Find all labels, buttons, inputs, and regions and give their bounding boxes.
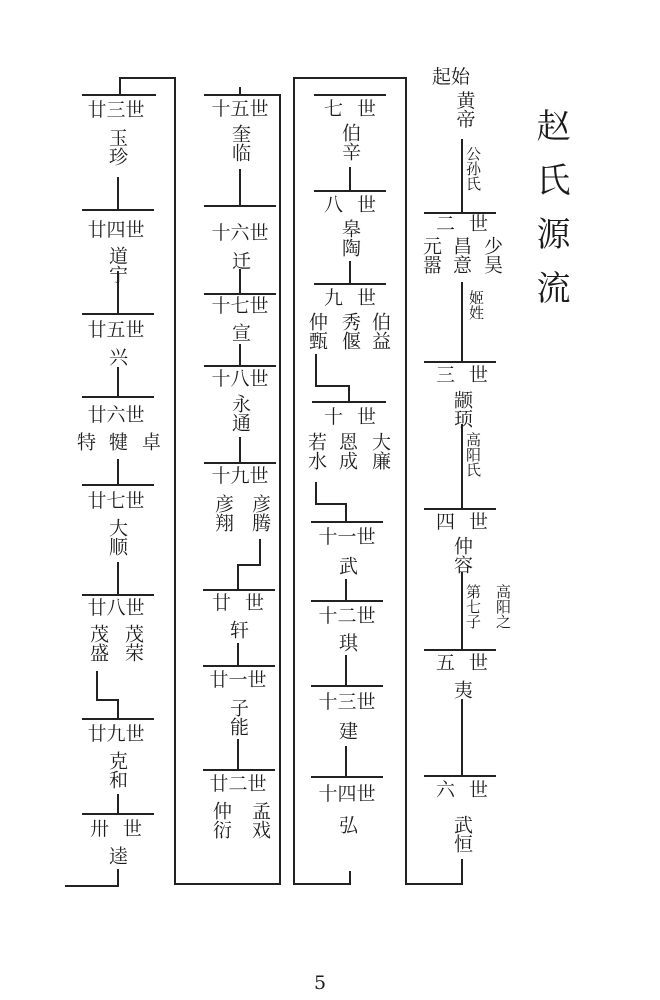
generation-29-label: 廿九世	[87, 723, 145, 745]
gen-28-name-maosheng: 茂盛	[87, 624, 109, 662]
generation-16-label: 十六世	[211, 222, 269, 244]
annotation-gaoyang: 高阳氏	[464, 432, 482, 477]
gen-10-name-encheng: 恩成	[336, 432, 358, 470]
generation-2-label: 二世	[435, 213, 503, 235]
gen-21-name: 子能	[227, 698, 249, 736]
generation-9-label: 九世	[323, 287, 391, 309]
generation-5-label: 五世	[435, 652, 503, 674]
gen-26-name-jian: 犍	[106, 432, 128, 451]
generation-28-label: 廿八世	[87, 597, 145, 619]
generation-23-label: 廿三世	[87, 99, 145, 121]
gen-26-name-zhuo: 卓	[139, 432, 161, 451]
gen-22-name-mengxi: 孟戏	[249, 801, 271, 839]
origin-name: 黄帝	[456, 90, 476, 131]
annotation-gongsun: 公孙氏	[464, 146, 482, 191]
generation-12-label: 十二世	[318, 605, 376, 627]
origin-label: 起始	[432, 66, 471, 88]
generation-30-label: 卅世	[89, 818, 157, 840]
annotation-ji-surname: 姬姓	[467, 290, 485, 320]
gen-8-name: 皋陶	[339, 219, 361, 257]
generation-4-label: 四世	[435, 511, 503, 533]
generation-25-label: 廿五世	[87, 319, 145, 341]
gen-25-name: 兴	[106, 347, 128, 366]
gen-27-name: 大顺	[106, 518, 128, 556]
gen-12-name: 琪	[336, 633, 358, 652]
gen-2-name-shaohao: 少昊	[481, 236, 503, 274]
gen-10-name-dalian: 大廉	[369, 432, 391, 470]
generation-3-label: 三世	[435, 364, 503, 386]
annotation-gaoyang-zhi: 高阳之	[494, 584, 512, 629]
gen-3-name: 颛顼	[451, 390, 473, 428]
gen-5-name: 夷	[451, 680, 473, 699]
generation-14-label: 十四世	[318, 783, 376, 805]
gen-26-name-te: 特	[74, 432, 96, 451]
gen-30-name: 逵	[106, 846, 128, 865]
gen-16-name: 迁	[229, 251, 251, 270]
generation-19-label: 十九世	[211, 465, 269, 487]
gen-11-name: 武	[336, 556, 358, 575]
generation-7-label: 七世	[323, 98, 391, 120]
gen-14-name: 弘	[336, 815, 358, 834]
generation-24-label: 廿四世	[87, 219, 145, 241]
gen-9-name-zhongzhen: 仲甄	[306, 312, 328, 350]
gen-10-name-ruoshui: 若水	[305, 432, 327, 470]
gen-22-name-zhongyan: 仲衍	[210, 801, 232, 839]
generation-27-label: 廿七世	[87, 490, 145, 512]
gen-20-name: 轩	[227, 620, 249, 639]
gen-2-name-yuanxiao: 元嚣	[420, 236, 442, 274]
gen-29-name: 克和	[106, 751, 128, 789]
generation-26-label: 廿六世	[87, 404, 145, 426]
generation-15-label: 十五世	[211, 98, 269, 120]
generation-13-label: 十三世	[318, 691, 376, 713]
generation-20-label: 廿世	[211, 592, 279, 614]
generation-21-label: 廿一世	[209, 669, 267, 691]
gen-17-name: 宣	[229, 323, 251, 342]
gen-19-name-yanteng: 彦腾	[249, 494, 271, 532]
gen-6-name: 武恒	[451, 815, 473, 853]
gen-28-name-maorong: 茂荣	[122, 624, 144, 662]
gen-7-name: 伯辛	[339, 123, 361, 161]
generation-18-label: 十八世	[211, 368, 269, 390]
annotation-seventh-son: 第七子	[464, 584, 482, 629]
generation-8-label: 八世	[323, 194, 391, 216]
generation-11-label: 十一世	[318, 526, 376, 548]
gen-9-name-xiuyan: 秀偃	[339, 312, 361, 350]
generation-10-label: 十世	[323, 406, 391, 428]
gen-18-name: 永通	[229, 394, 251, 432]
gen-24-name: 道宁	[106, 246, 128, 284]
gen-4-name: 仲容	[451, 536, 473, 574]
gen-19-name-yanxiang: 彦翔	[212, 494, 234, 532]
generation-22-label: 廿二世	[209, 773, 267, 795]
gen-13-name: 建	[336, 721, 358, 740]
generation-17-label: 十七世	[211, 295, 269, 317]
gen-23-name: 玉珍	[106, 128, 128, 166]
page-number: 5	[313, 972, 327, 994]
gen-9-name-boyi: 伯益	[369, 312, 391, 350]
generation-6-label: 六世	[435, 779, 503, 801]
page-title: 赵氏源流	[530, 108, 570, 324]
gen-2-name-changyi: 昌意	[450, 236, 472, 274]
gen-15-name: 奎临	[229, 124, 251, 162]
